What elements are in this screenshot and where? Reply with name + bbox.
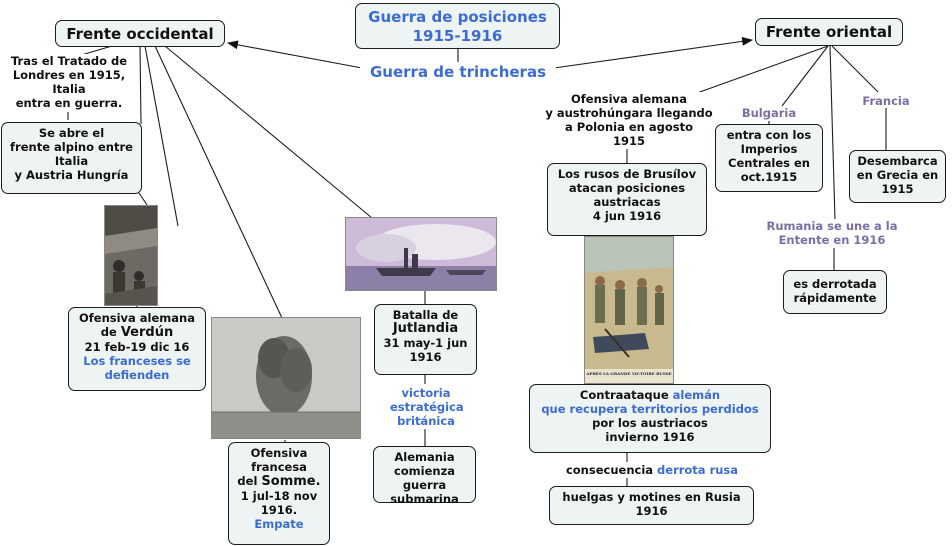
treaty-line-1: Tras el Tratado de: [10, 54, 128, 68]
somme-result: Empate: [254, 517, 304, 531]
bulgaria-line-3: Centrales en: [728, 156, 810, 170]
alpine-line-2: frente alpino entre: [10, 140, 133, 154]
eastern-offensive-label: [535, 92, 723, 148]
offensive-line-4: 1915: [612, 134, 645, 148]
strikes-line-2: 1916: [635, 504, 668, 518]
jutland-naval-painting: [345, 217, 497, 291]
somme-name: Somme.: [261, 474, 321, 489]
somme-prefix: del: [237, 474, 262, 488]
alpine-line-3: Italia: [54, 154, 89, 168]
treaty-line-4: entra en guerra.: [15, 96, 123, 110]
somme-year: 1916.: [260, 503, 298, 517]
submarine-line-1: Alemania: [394, 450, 455, 464]
brusilov-line-2: atacan posiciones: [568, 181, 686, 195]
alpine-line-1: Se abre el: [38, 126, 105, 140]
title-line-1: Guerra de posiciones: [368, 8, 547, 26]
greece-line-3: 1915: [881, 182, 914, 196]
defeated-line-1: es derrotada: [793, 277, 877, 291]
counterattack-node: [529, 384, 771, 453]
illustration-art: [585, 237, 673, 369]
consequence-word: consecuencia: [565, 463, 658, 477]
counter-line-2: que recupera territorios perdidos: [541, 402, 759, 416]
west-front-title: Frente occidental: [66, 25, 214, 43]
bulgaria-line-4: oct.1915: [740, 170, 798, 184]
treaty-london-label: [4, 54, 134, 110]
verdun-prefix: de: [100, 325, 121, 339]
brusilov-line-1: Los rusos de Brusílov: [557, 167, 697, 181]
brusilov-line-3: austriacas: [593, 195, 661, 209]
east-front-node: [755, 18, 903, 46]
counter-line-4: invierno 1916: [605, 430, 695, 444]
russian-defeat-label: derrota rusa: [657, 463, 739, 477]
greece-line-2: en Grecia en: [856, 168, 939, 182]
somme-line-2: francesa: [251, 460, 307, 474]
verdun-dates: 21 feb-19 dic 16: [84, 340, 190, 354]
bulgaria-line-1: entra con los: [726, 128, 812, 142]
west-front-node: [55, 20, 225, 47]
greece-line-1: Desembarca: [857, 154, 938, 168]
brusilov-node: [547, 163, 707, 236]
victory-line-3: británica: [397, 414, 455, 428]
jutland-node: [374, 304, 477, 375]
treaty-line-3: Italia: [52, 82, 86, 96]
submarine-line-2: comienza guerra: [393, 464, 456, 492]
bulgaria-label: Bulgaria: [738, 106, 800, 120]
consequence-label: [558, 463, 746, 477]
verdun-node: [68, 307, 206, 391]
offensive-line-3: a Polonia en agosto: [565, 120, 693, 134]
verdun-line-1: Ofensiva alemana: [78, 311, 195, 325]
offensive-line-1: Ofensiva alemana: [570, 92, 687, 106]
bulgaria-node: [715, 124, 823, 192]
somme-line-3: [233, 474, 325, 489]
somme-explosion-photo: [211, 317, 361, 439]
jutland-line-1: Batalla de: [392, 308, 459, 322]
counter-line-1: [534, 388, 766, 402]
somme-node: [228, 442, 330, 545]
romania-line-1: Rumania se une a la: [766, 219, 898, 233]
verdun-result-2: defienden: [104, 368, 170, 382]
france-label: Francia: [858, 94, 914, 108]
jutland-dates: 31 may-1 jun: [383, 336, 468, 350]
treaty-line-2: Londres en 1915,: [12, 68, 126, 82]
victory-line-1: victoria: [401, 386, 451, 400]
counter-line-3: por los austriacos: [592, 416, 708, 430]
romania-line-2: Entente en 1916: [778, 233, 886, 247]
somme-dates: 1 jul-18 nov: [240, 489, 318, 503]
submarine-war-node: [373, 446, 476, 506]
illustration-caption: APRÈS LA GRANDE VICTOIRE RUSSE: [586, 371, 672, 376]
romania-defeated-node: [783, 270, 887, 314]
verdun-name: Verdún: [120, 325, 174, 340]
offensive-line-2: y austrohúngara llegando: [545, 106, 713, 120]
subtitle-trench-war: Guerra de trincheras: [360, 63, 556, 82]
counter-german: alemán: [672, 388, 721, 402]
jutland-name: Jutlandia: [392, 321, 459, 336]
verdun-result-1: Los franceses se: [83, 354, 191, 368]
counter-prefix: Contraataque: [579, 388, 673, 402]
bulgaria-line-2: Imperios: [740, 142, 798, 156]
strikes-node: [549, 486, 754, 525]
submarine-line-3: submarina: [390, 492, 459, 506]
east-front-title: Frente oriental: [765, 23, 893, 41]
victory-label: [390, 386, 462, 428]
brusilov-line-4: 4 jun 1916: [592, 209, 662, 223]
jutland-year: 1916: [409, 350, 442, 364]
greece-landing-node: [849, 150, 946, 203]
defeated-line-2: rápidamente: [793, 291, 877, 305]
map-title: [355, 3, 560, 49]
alpine-front-node: [1, 122, 142, 194]
somme-line-1: Ofensiva: [250, 446, 308, 460]
russian-victory-illustration: [584, 236, 674, 384]
alpine-line-4: y Austria Hungría: [14, 168, 129, 182]
verdun-line-2: [73, 325, 201, 340]
strikes-line-1: huelgas y motines en Rusia: [562, 490, 741, 504]
trench-photo: [104, 205, 158, 306]
title-line-2: 1915-1916: [412, 27, 503, 45]
victory-line-2: estratégica: [390, 400, 464, 414]
romania-label: [760, 219, 904, 247]
